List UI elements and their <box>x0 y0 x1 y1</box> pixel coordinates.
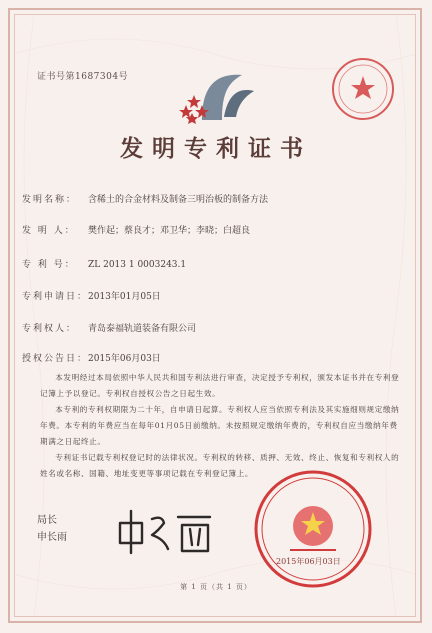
field-label: 专利申请日： <box>22 292 89 302</box>
field-grant-date <box>22 351 161 364</box>
patent-office-logo-icon <box>172 65 262 125</box>
body-paragraph: 本专利的专利权期限为二十年，自申请日起算。专利权人应当依照专利法及其实施细则规定缴纳年费。本专利的年费应当在每年01月05日前缴纳。未按照规定缴纳年费的，专利权自应当缴纳年费期满之日起终止。 <box>40 405 400 446</box>
signer-block <box>37 512 67 546</box>
director-signature <box>112 505 222 557</box>
national-seal-icon <box>252 468 374 590</box>
field-value: 2015年06月03日 <box>88 354 161 364</box>
certificate-number: 证书号第1687304号 <box>37 72 129 82</box>
field-value: 含稀土的合金材料及制备三明治板的制备方法 <box>88 195 269 205</box>
page-footer: 第 1 页（共 1 页） <box>180 583 252 591</box>
seal-date: 2015年06月03日 <box>276 557 341 566</box>
field-value: 2013年01月05日 <box>88 292 161 302</box>
field-value: ZL 2013 1 0003243.1 <box>88 260 187 270</box>
body-paragraph: 专利证书记载专利权登记时的法律状况。专利权的转移、质押、无效、终止、恢复和专利权人的姓名或名称、国籍、地址变更等事项记载在专利登记簿上。 <box>40 453 400 478</box>
field-patent-number <box>22 257 186 270</box>
signer-title: 局长 <box>37 515 57 526</box>
field-value: 樊作起；蔡良才；邓卫华；李晓；白超良 <box>88 226 251 236</box>
field-label: 专 利 号： <box>22 260 76 270</box>
certificate-body <box>40 370 400 482</box>
field-inventors <box>22 223 250 236</box>
patent-stamp-icon <box>330 56 396 122</box>
body-paragraph: 本发明经过本局依照中华人民共和国专利法进行审查，决定授予专利权，颁发本证书并在专利登记簿上予以登记。专利权自授权公告之日起生效。 <box>40 373 400 398</box>
signer-name: 申长雨 <box>37 532 67 543</box>
field-application-date <box>22 289 161 302</box>
field-label: 发 明 人： <box>22 226 76 236</box>
field-patentee <box>22 321 196 334</box>
field-label: 专利权人： <box>22 324 78 334</box>
field-invention-name <box>22 192 268 205</box>
field-label: 发明名称： <box>22 195 78 205</box>
field-value: 青岛泰福轨道装备有限公司 <box>88 324 197 334</box>
field-label: 授权公告日： <box>22 354 89 364</box>
page-title: 发明专利证书 <box>120 136 312 162</box>
